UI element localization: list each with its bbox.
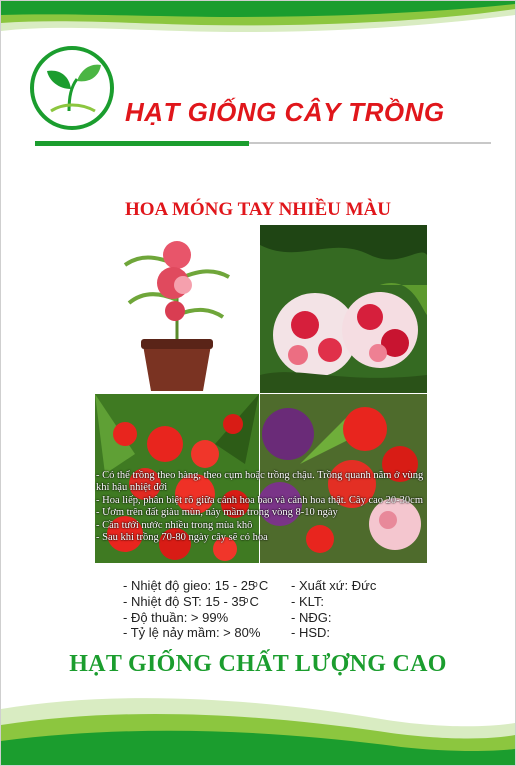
spec-germination-rate: - Tỷ lệ nảy mầm: > 80%	[123, 625, 261, 641]
description-line: - Cần tưới nước nhiều trong mùa khô	[96, 519, 253, 531]
brand-name: HẠT GIỐNG CÂY TRỒNG	[125, 97, 445, 127]
description-line: - Có thể trồng theo hàng, theo cụm hoặc trồng chậu. Trồng quanh năm ở vùng khí hậu nhiệt đới	[96, 470, 424, 494]
description-line: - Hoa liếp, phân biệt rõ giữa cánh hoa bao và cánh hoa thật. Cây cao 20-30cm	[96, 494, 423, 506]
description-line: - Sau khi trồng 70-80 ngày cây sẽ có hoa	[96, 532, 268, 544]
spec-expiry-date: - HSD:	[291, 625, 330, 641]
specs-left-column	[123, 578, 268, 641]
product-description	[96, 470, 428, 544]
spec-packing-date: - NĐG:	[291, 609, 332, 625]
potted-balsam-photo	[95, 225, 259, 393]
specs-right-column	[291, 578, 376, 641]
gray-divider	[249, 142, 491, 144]
product-title: HOA MÓNG TAY NHIỀU MÀU	[124, 199, 392, 220]
top-green-wave	[1, 1, 515, 47]
pink-white-balsam-photo	[260, 225, 427, 393]
spec-purity: - Độ thuần: > 99%	[123, 609, 229, 625]
tagline: HẠT GIỐNG CHẤT LƯỢNG CAO	[69, 651, 447, 677]
spec-net-weight: - KLT:	[291, 593, 324, 609]
spec-origin: - Xuất xứ: Đức	[291, 578, 377, 593]
green-divider	[35, 141, 249, 146]
sprout-leaf-icon	[29, 45, 115, 131]
bottom-green-wave	[1, 669, 515, 765]
spec-sowing-temp: - Nhiệt độ gieo: 15 - 25ͦ C	[123, 578, 269, 593]
description-line: - Ươm trên đất giàu mùn, nảy mầm trong vòng 8-10 ngày	[96, 507, 338, 519]
spec-growth-temp: - Nhiệt độ ST: 15 - 35ͦ C	[123, 593, 259, 609]
